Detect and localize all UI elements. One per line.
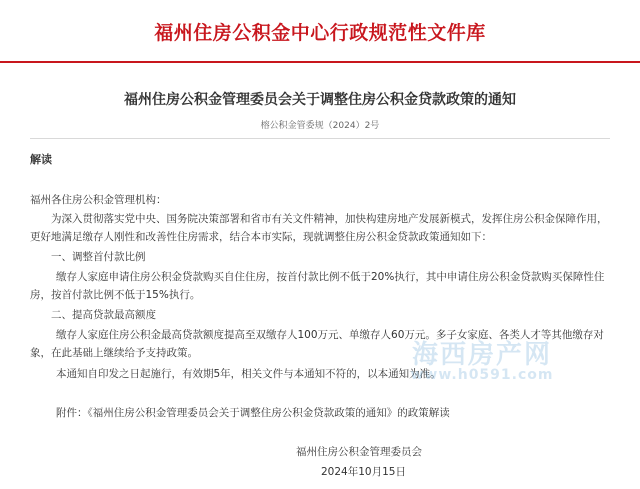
item-text-loan-limit: 缴存人家庭住房公积金最高贷款额度提高至双缴存人100万元、单缴存人60万元。多子女家庭、各类人才等其他缴存对象，在此基础上继续给予支持政策。 [30, 329, 604, 359]
watermark-url: www.h0591.com [410, 367, 554, 383]
item-heading-loan-limit: 二、提高贷款最高额度 [51, 309, 156, 321]
site-title[interactable]: 福州住房公积金中心行政规范性文件库 [154, 22, 486, 44]
effective-clause: 本通知自印发之日起施行，有效期5年，相关文件与本通知不符的，以本通知为准。 [56, 368, 441, 380]
sign-date: 2024年10月15日 [321, 466, 406, 478]
item-text-down-payment: 缴存人家庭申请住房公积金贷款购买自住住房，按首付款比例不低于20%执行，其中申请住房公积金贷款购买保障性住房，按首付款比例不低于15%执行。 [30, 271, 605, 301]
item-heading-down-payment: 一、调整首付款比例 [51, 251, 146, 263]
site-header [0, 0, 640, 62]
attachment-link[interactable]: 附件：《福州住房公积金管理委员会关于调整住房公积金贷款政策的通知》的政策解读 [56, 407, 450, 419]
document-number: 榕公积金管委规（2024）2号 [260, 121, 380, 131]
interpretation-link[interactable]: 解读 [30, 153, 52, 166]
signer: 福州住房公积金管理委员会 [296, 446, 422, 458]
header-rule [0, 61, 640, 63]
document-title: 福州住房公积金管理委员会关于调整住房公积金贷款政策的通知 [124, 92, 516, 108]
title-divider [30, 138, 610, 139]
addressee: 福州各住房公积金管理机构： [30, 194, 167, 206]
watermark-main: 海西房产网 [411, 340, 552, 370]
intro-paragraph: 为深入贯彻落实党中央、国务院决策部署和省市有关文件精神，加快构建房地产发展新模式，发挥住房公积金保障作用，更好地满足缴存人刚性和改善性住房需求，结合本市实际，现就调整住房公积金贷款政策通知如下： [30, 213, 608, 243]
